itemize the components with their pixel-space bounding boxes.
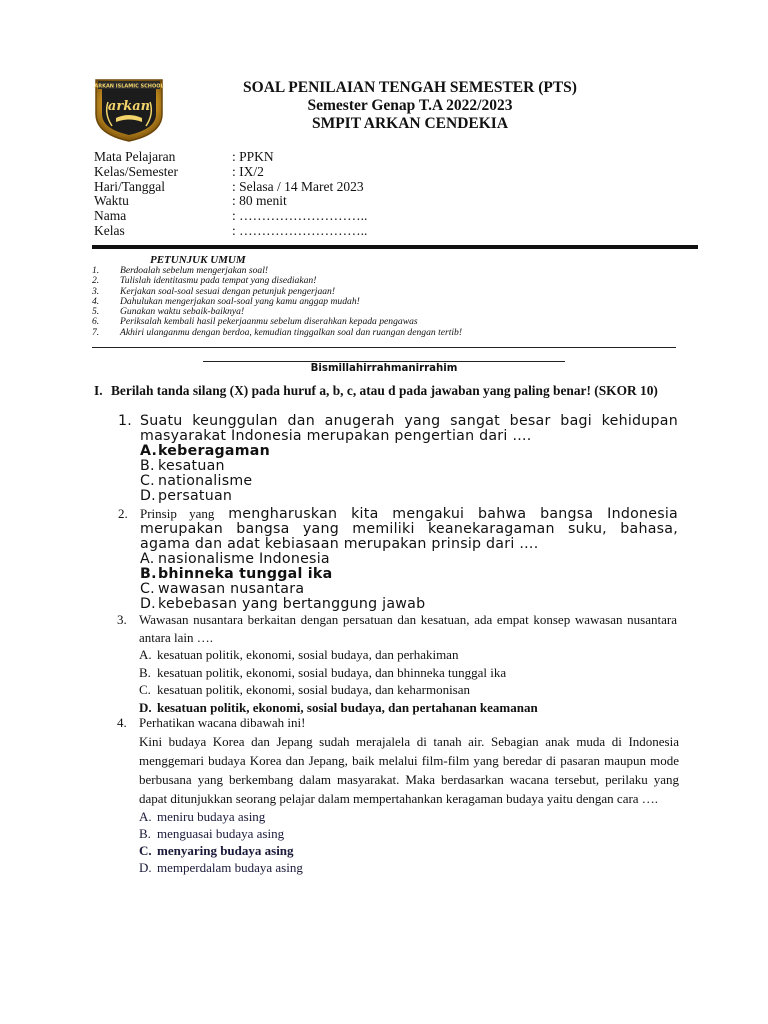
option-c[interactable]: C. menyaring budaya asing [139,842,294,858]
school-logo [92,74,166,142]
section-text: Berilah tanda silang (X) pada huruf a, b, c, atau d pada jawaban yang paling benar! (SKOR 10) [111,383,658,398]
list-item: 1. Berdoalah sebelum mengerjakan soal! [92,265,269,276]
info-value: : PPKN [232,149,274,164]
identity-info [94,150,367,239]
info-row-time [94,194,367,209]
question-number: 3. [117,612,127,627]
option-c[interactable]: C. wawasan nusantara [140,581,305,597]
option-c[interactable]: C. nationalisme [140,473,253,489]
info-label: Mata Pelajaran [94,149,176,164]
option-b[interactable]: B. kesatuan politik, ekonomi, sosial budaya, dan bhinneka tunggal ika [139,664,507,680]
info-row-subject [94,150,367,165]
section-number: I. [94,383,103,398]
list-item: 2. Tulislah identitasmu pada tempat yang disediakan! [92,275,317,287]
question-passage: Kini budaya Korea dan Jepang sudah merajalela di tanah air. Sebagian anak muda di Indonesia menggemari budaya Korea dan Jepang, baik melalui film-film yang beredar di pasaran maupun mode berbusana yang berkembang dalam masyarakat. Maka berdasarkan wacana tersebut, perilaku yang dapat ditunjukkan seorang pelajar dalam mempertahankan keragaman budaya yaitu dengan cara …. [139,733,679,806]
question-lead: Prinsip yang [140,506,215,521]
question-number: 2. [118,506,128,521]
question-3 [117,611,677,716]
option-a[interactable]: A. nasionalisme Indonesia [140,551,330,567]
question-text: mengharuskan kita mengakui bahwa bangsa Indonesia merupakan bangsa yang memiliki keanekaragaman suku, bahasa, agama dan adat kebiasaan merupakan prinsip dari …. [140,506,678,552]
option-b[interactable]: B. kesatuan [140,458,225,474]
list-item: 5. Gunakan waktu sebaik-baiknya! [92,306,245,318]
instructions-divider [92,347,676,348]
info-value: : IX/2 [232,163,264,179]
option-b[interactable]: B. bhinneka tunggal ika [140,566,333,582]
title-line3: SMPIT ARKAN CENDEKIA [311,115,509,132]
list-item: 7. Akhiri ulanganmu dengan berdoa, kemudian tinggalkan soal dan ruangan dengan tertib! [92,326,463,338]
option-d[interactable]: D. memperdalam budaya asing [139,860,303,876]
list-item: 3. Kerjakan soal-soal sesuai dengan petunjuk pengerjaan! [92,285,336,297]
question-number: 1. [118,413,133,429]
option-d[interactable]: D. kebebasan yang bertanggung jawab [140,596,426,612]
list-item: 6. Periksalah kembali hasil pekerjaanmu sebelum diserahkan kepada pengawas [92,316,418,328]
option-d[interactable]: D. kesatuan politik, ekonomi, sosial budaya, dan pertahanan keamanan [139,699,538,715]
info-label: Waktu [94,193,129,209]
header-divider [92,245,698,249]
info-value: : 80 menit [232,193,287,209]
info-value: : Selasa / 14 Maret 2023 [232,178,364,194]
question-2 [118,506,678,612]
option-d[interactable]: D. persatuan [140,488,233,504]
option-b[interactable]: B. menguasai budaya asing [139,825,285,841]
info-row-name [94,209,367,224]
option-a[interactable]: A. meniru budaya asing [139,808,266,824]
logo-script: arkan [107,99,151,114]
question-text: Wawasan nusantara berkaitan dengan persatuan dan kesatuan, ada empat konsep wawasan nusantara antara lain …. [139,612,677,645]
title-line2: Semester Genap T.A 2022/2023 [307,97,513,114]
question-text: Perhatikan wacana dibawah ini! [139,715,306,730]
info-row-class-semester [94,165,367,180]
logo-text: ARKAN ISLAMIC SCHOOL [94,83,164,90]
info-row-class [94,224,367,239]
info-row-date [94,180,367,195]
section-instruction [94,383,704,398]
bismillah-rule [203,361,565,362]
title-line1: SOAL PENILAIAN TENGAH SEMESTER (PTS) [243,79,577,96]
question-1 [118,414,678,504]
bismillah-text: Bismillahirrahmanirrahim [310,363,458,374]
info-label: Kelas/Semester [94,163,178,179]
option-a[interactable]: A. kesatuan politik, ekonomi, sosial budaya, dan perhakiman [139,647,459,662]
info-value: : ……………………….. [232,208,368,224]
list-item: 4. Dahulukan mengerjakan soal-soal yang kamu anggap mudah! [92,295,360,307]
option-a[interactable]: A. keberagaman [140,443,270,459]
question-4 [117,714,679,876]
info-label: Hari/Tanggal [94,178,166,194]
instructions-title: PETUNJUK UMUM [150,254,246,266]
info-label: Nama [94,208,127,224]
info-value: : ……………………….. [232,222,368,238]
option-c[interactable]: C. kesatuan politik, ekonomi, sosial budaya, dan keharmonisan [139,682,471,697]
question-text: Suatu keunggulan dan anugerah yang sangat besar bagi kehidupan masyarakat Indonesia merupakan pengertian dari …. [140,413,678,444]
question-number: 4. [117,715,127,730]
instructions-list [92,266,462,338]
info-label: Kelas [94,222,125,238]
